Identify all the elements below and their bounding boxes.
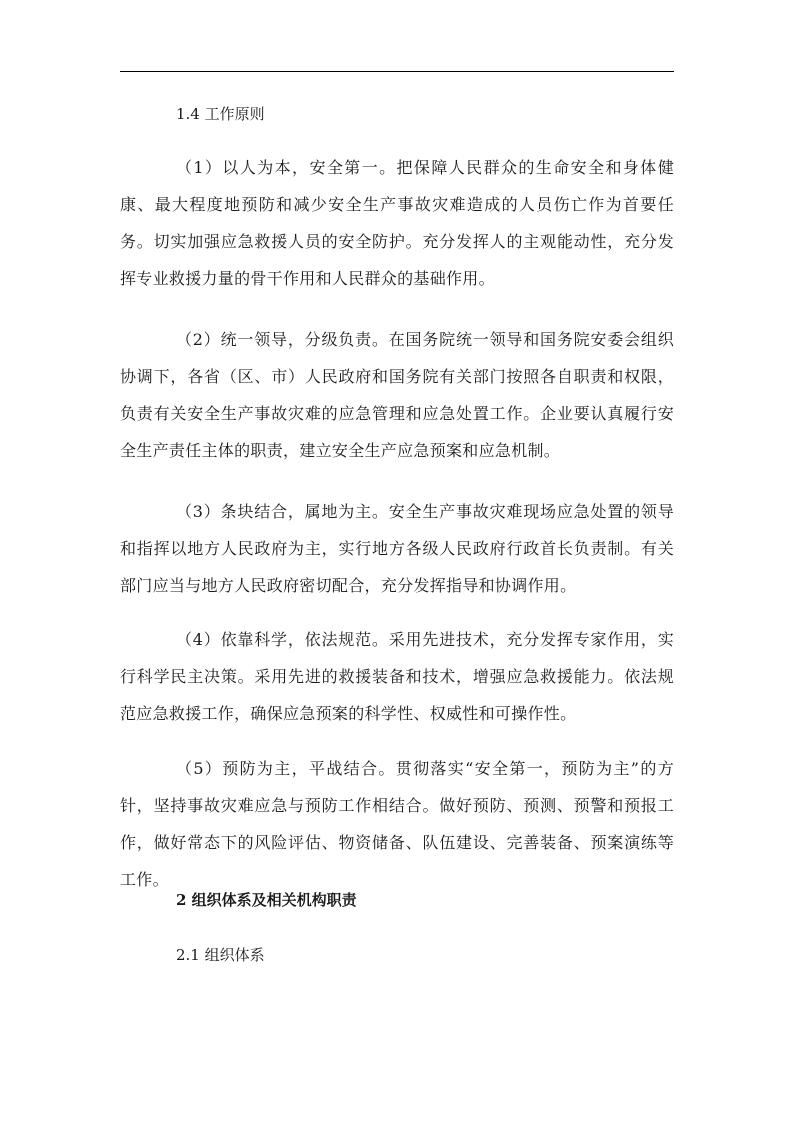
principle-paragraph-5: （5）预防为主，平战结合。贯彻落实“安全第一，预防为主”的方针，坚持事故灾难应急与预防工作相结合。做好预防、预测、预警和预报工作，做好常态下的风险评估、物资储备、队伍建设、完善装备、预案演练等工作。 [120, 759, 674, 889]
principle-paragraph-3: （3）条块结合，属地为主。安全生产事故灾难现场应急处置的领导和指挥以地方人民政府为主，实行地方各级人民政府行政首长负责制。有关部门应当与地方人民政府密切配合，充分发挥指导和协调作用。 [120, 502, 674, 595]
principle-paragraph-2: （2）统一领导，分级负责。在国务院统一领导和国务院安委会组织协调下，各省（区、市）人民政府和国务院有关部门按照各自职责和权限，负责有关安全生产事故灾难的应急管理和应急处置工作。企业要认真履行安全生产责任主体的职责，建立安全生产应急预案和应急机制。 [120, 330, 674, 460]
section-heading-2: 2 组织体系及相关机构职责 [176, 891, 357, 909]
header-rule [120, 71, 674, 72]
section-heading-2-1: 2.1 组织体系 [176, 946, 265, 964]
principle-paragraph-4: （4）依靠科学，依法规范。采用先进技术，充分发挥专家作用，实行科学民主决策。采用先进的救援装备和技术，增强应急救援能力。依法规范应急救援工作，确保应急预案的科学性、权威性和可操作性。 [120, 630, 674, 723]
section-heading-1-4: 1.4 工作原则 [176, 105, 265, 123]
principle-paragraph-1: （1）以人为本，安全第一。把保障人民群众的生命安全和身体健康、最大程度地预防和减少安全生产事故灾难造成的人员伤亡作为首要任务。切实加强应急救援人员的安全防护。充分发挥人的主观能动性，充分发挥专业救援力量的骨干作用和人民群众的基础作用。 [120, 158, 674, 288]
